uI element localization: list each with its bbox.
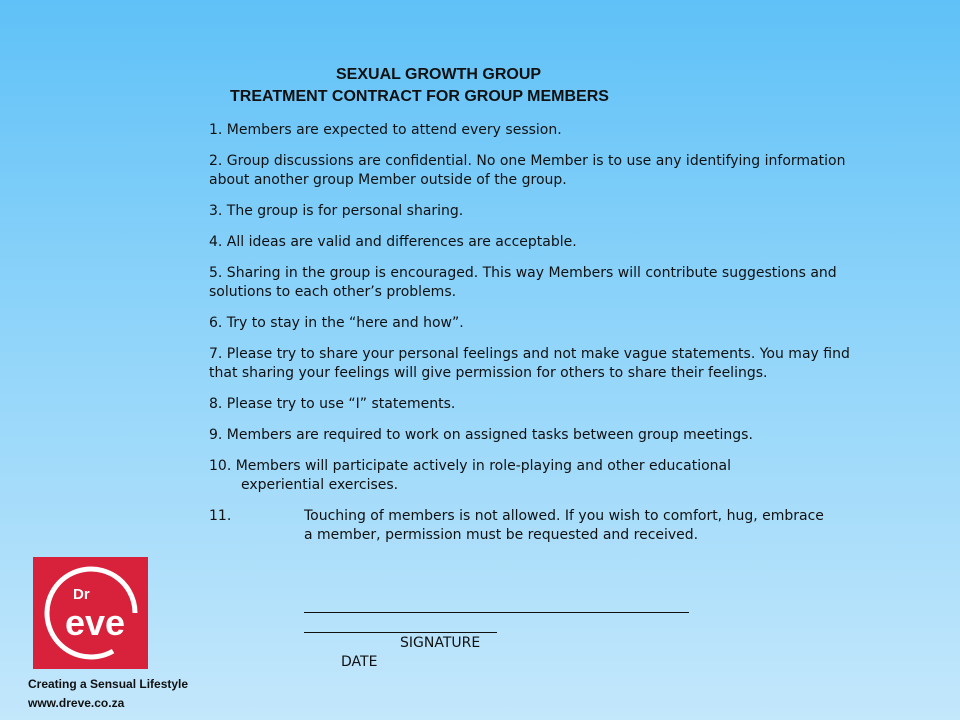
- rule-item: 5. Sharing in the group is encouraged. This way Members will contribute suggestions and solutions to each other’s problems.: [209, 265, 837, 300]
- rule-11-text: Touching of members is not allowed. If you wish to comfort, hug, embrace a member, permission must be requested and received.: [304, 508, 824, 543]
- website-url: www.dreve.co.za: [28, 696, 125, 710]
- rule-item: 7. Please try to share your personal feelings and not make vague statements. You may find that sharing your feelings will give permission for others to share their feelings.: [209, 346, 850, 381]
- rule-item: 8. Please try to use “I” statements.: [209, 396, 456, 412]
- rule-item: 4. All ideas are valid and differences are acceptable.: [209, 234, 577, 250]
- rule-item: 9. Members are required to work on assigned tasks between group meetings.: [209, 427, 753, 443]
- logo-text-eve: eve: [65, 602, 126, 643]
- dr-eve-logo: [33, 557, 148, 669]
- date-line: [304, 632, 497, 633]
- rule-item: 2. Group discussions are confidential. No one Member is to use any identifying information about another group Member outside of the group.: [209, 153, 846, 188]
- rule-item-10: [209, 457, 859, 495]
- signature-label: SIGNATURE: [400, 635, 481, 651]
- rule-11-number: 11.: [209, 508, 232, 524]
- date-label: DATE: [341, 654, 378, 670]
- title-line-1: SEXUAL GROWTH GROUP: [336, 66, 542, 83]
- logo-graphic: [33, 557, 148, 669]
- rule-item: 3. The group is for personal sharing.: [209, 203, 464, 219]
- rules-list: [209, 121, 859, 579]
- logo-text-dr: Dr: [73, 586, 90, 603]
- rule-10-first: 10. Members will participate actively in role-playing and other educational: [209, 458, 731, 474]
- rule-item: 6. Try to stay in the “here and how”.: [209, 315, 464, 331]
- rule-item: 1. Members are expected to attend every session.: [209, 122, 562, 138]
- rule-10-rest: experiential exercises.: [241, 477, 399, 493]
- rule-item-11: [209, 507, 859, 567]
- tagline: Creating a Sensual Lifestyle: [28, 677, 189, 691]
- title-line-2: TREATMENT CONTRACT FOR GROUP MEMBERS: [230, 88, 609, 105]
- signature-line: [304, 612, 689, 613]
